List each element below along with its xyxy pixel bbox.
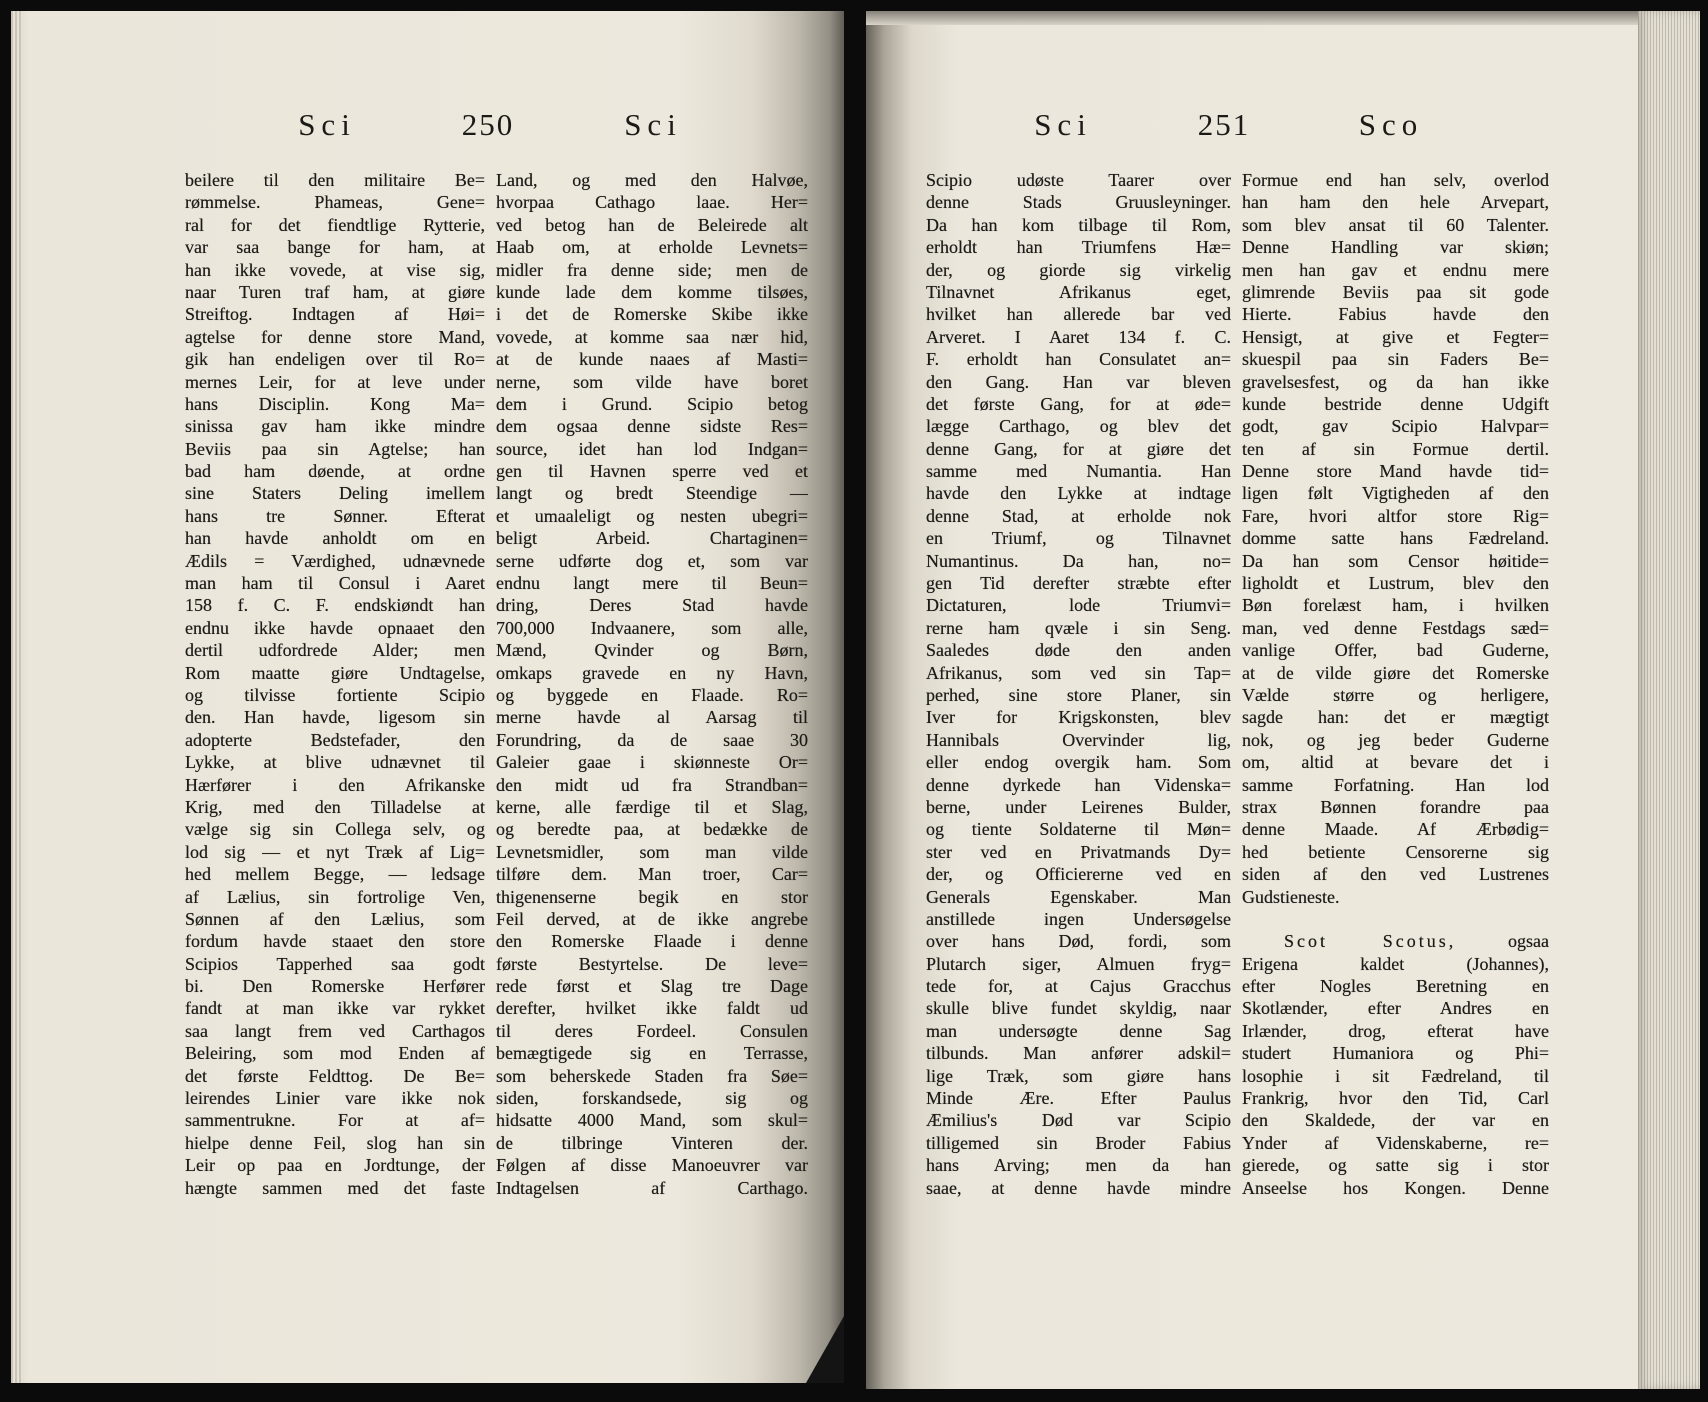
left-page xyxy=(11,11,844,1383)
text-line: rede først et Slag tre Dage xyxy=(496,976,808,997)
text-line: og beredte paa, at bedække de xyxy=(496,819,808,840)
text-line: at de kunde naaes af Masti= xyxy=(496,349,808,370)
text-line: ral for det fiendtlige Rytterie, xyxy=(185,214,485,235)
text-line: omkaps gravede en ny Havn, xyxy=(496,662,808,683)
text-line: i det de Romerske Skibe ikke xyxy=(496,304,808,325)
text-line: Haab om, at erholde Levnets= xyxy=(496,237,808,258)
text-line: Æmilius's Død var Scipio xyxy=(926,1110,1231,1131)
text-line: dring, Deres Stad havde xyxy=(496,595,808,616)
text-line: havde den Lykke at indtage xyxy=(926,483,1231,504)
text-column-left xyxy=(185,169,485,1199)
text-line: den Gang. Han var bleven xyxy=(926,371,1231,392)
text-line: sagde han: det er mægtigt xyxy=(1242,707,1549,728)
running-head-right: Sco xyxy=(1358,107,1424,142)
text-line: Sønnen af den Lælius, som xyxy=(185,908,485,929)
text-line: merne havde al Aarsag til xyxy=(496,707,808,728)
text-line: og tilvisse fortiente Scipio xyxy=(185,684,485,705)
text-line: Fare, hvori altfor store Rig= xyxy=(1242,505,1549,526)
text-line: Leir op paa en Jordtunge, der xyxy=(185,1155,485,1176)
text-line: siden, forskandsede, sig og xyxy=(496,1088,808,1109)
text-line: der, og giorde sig virkelig xyxy=(926,259,1231,280)
text-line: gen til Havnen sperre ved et xyxy=(496,461,808,482)
text-line: glimrende Beviis paa sit gode xyxy=(1242,281,1549,302)
text-line: Tilnavnet Afrikanus eget, xyxy=(926,281,1231,302)
text-line: sine Staters Deling imellem xyxy=(185,483,485,504)
text-line: Galeier gaae i skiønneste Or= xyxy=(496,752,808,773)
text-line: bad ham døende, at ordne xyxy=(185,461,485,482)
text-line: Numantinus. Da han, no= xyxy=(926,550,1231,571)
text-line: vanlige Offer, bad Guderne, xyxy=(1242,640,1549,661)
text-line: saa langt frem ved Carthagos xyxy=(185,1020,485,1041)
text-line: F. erholdt han Consulatet an= xyxy=(926,349,1231,370)
text-line: Da han kom tilbage til Rom, xyxy=(926,214,1231,235)
text-line: hvorpaa Cathago laae. Her= xyxy=(496,192,808,213)
text-line: han ham den hele Arvepart, xyxy=(1242,192,1549,213)
text-line: perhed, sine store Planer, sin xyxy=(926,684,1231,705)
entry-headword: Scot Scotus, xyxy=(1284,931,1457,952)
running-head-left: Sci xyxy=(298,107,356,142)
text-line: losophie i sit Fædreland, til xyxy=(1242,1065,1549,1086)
text-line: Dictaturen, lode Triumvi= xyxy=(926,595,1231,616)
text-line xyxy=(1242,930,1549,952)
text-line: den Skaldede, der var en xyxy=(1242,1110,1549,1131)
text-line: ten af sin Formue dertil. xyxy=(1242,438,1549,459)
text-line: hed betiente Censorerne sig xyxy=(1242,841,1549,862)
text-line: denne Stad, at erholde nok xyxy=(926,505,1231,526)
text-line: mernes Leir, for at leve under xyxy=(185,371,485,392)
text-line: ved betog han de Beleirede alt xyxy=(496,214,808,235)
text-line: Denne Handling var skiøn; xyxy=(1242,237,1549,258)
paragraph xyxy=(496,169,808,1199)
text-line: man undersøgte denne Sag xyxy=(926,1020,1231,1041)
text-line: lige Træk, som giøre hans xyxy=(926,1065,1231,1086)
spine-shadow xyxy=(806,1316,844,1383)
text-line: Erigena kaldet (Johannes), xyxy=(1242,953,1549,974)
text-line: dem ogsaa denne sidste Res= xyxy=(496,416,808,437)
text-line: nerne, som vilde have boret xyxy=(496,371,808,392)
text-line: domme satte hans Fædreland. xyxy=(1242,528,1549,549)
text-line: langt og bredt Steendige — xyxy=(496,483,808,504)
text-line: erholdt han Triumfens Hæ= xyxy=(926,237,1231,258)
text-line: som blev ansat til 60 Talenter. xyxy=(1242,214,1549,235)
text-line: den midt ud fra Strandban= xyxy=(496,774,808,795)
text-line: Afrikanus, som ved sin Tap= xyxy=(926,662,1231,683)
text-line: dertil udfordrede Alder; men xyxy=(185,640,485,661)
text-line: Hensigt, at give et Fegter= xyxy=(1242,326,1549,347)
text-line: rømmelse. Phameas, Gene= xyxy=(185,192,485,213)
text-line: sammentrukne. For at af= xyxy=(185,1110,485,1131)
text-line: Frankrig, hvor den Tid, Carl xyxy=(1242,1088,1549,1109)
text-line: strax Bønnen forandre paa xyxy=(1242,796,1549,817)
text-column-right xyxy=(496,169,808,1199)
text-line: tede for, at Cajus Gracchus xyxy=(926,976,1231,997)
paragraph xyxy=(185,169,485,1199)
text-line: Anseelse hos Kongen. Denne xyxy=(1242,1177,1549,1198)
text-line: hed mellem Begge, — ledsage xyxy=(185,864,485,885)
text-line: 700,000 Indvaanere, som alle, xyxy=(496,617,808,638)
text-line: hans tre Sønner. Efterat xyxy=(185,505,485,526)
text-line: fordum havde staaet den store xyxy=(185,931,485,952)
text-line: anstillede ingen Undersøgelse xyxy=(926,908,1231,929)
text-line: den Romerske Flaade i denne xyxy=(496,931,808,952)
text-line: Feil derved, at de ikke angrebe xyxy=(496,908,808,929)
text-line: hængte sammen med det faste xyxy=(185,1177,485,1198)
text-line: Denne store Mand havde tid= xyxy=(1242,461,1549,482)
text-line: dem i Grund. Scipio betog xyxy=(496,393,808,414)
page-top-edge xyxy=(866,11,1700,25)
text-line-rest: ogsaa xyxy=(1508,931,1549,952)
text-line: tilbunds. Man anfører adskil= xyxy=(926,1043,1231,1064)
text-line: Ædils = Værdighed, udnævnede xyxy=(185,550,485,571)
text-line: Streiftog. Indtagen af Høi= xyxy=(185,304,485,325)
text-line: Land, og med den Halvøe, xyxy=(496,170,808,190)
text-line: var saa bange for ham, at xyxy=(185,237,485,258)
text-line: at de vilde giøre det Romerske xyxy=(1242,662,1549,683)
text-line: kerne, alle færdige til et Slag, xyxy=(496,796,808,817)
text-line: serne udførte dog et, som var xyxy=(496,550,808,571)
paragraph xyxy=(1242,930,1549,1199)
text-line: Ynder af Videnskaberne, re= xyxy=(1242,1132,1549,1153)
text-line: Hærfører i den Afrikanske xyxy=(185,774,485,795)
text-line: bemægtigede sig en Terrasse, xyxy=(496,1043,808,1064)
text-line: en Triumf, og Tilnavnet xyxy=(926,528,1231,549)
text-line: om, altid at bevare det i xyxy=(1242,752,1549,773)
text-line: Scipios Tapperhed saa godt xyxy=(185,953,485,974)
text-line: efter Nogles Beretning en xyxy=(1242,976,1549,997)
text-line: man, ved denne Festdags sæd= xyxy=(1242,617,1549,638)
text-line: vovede, at komme saa nær hid, xyxy=(496,326,808,347)
text-line: skulle blive fundet skyldig, naar xyxy=(926,998,1231,1019)
running-head-left: Sci xyxy=(1034,107,1092,142)
text-line: samme Forfatning. Han lod xyxy=(1242,774,1549,795)
text-line: gravelsesfest, og da han ikke xyxy=(1242,371,1549,392)
text-line: og byggede en Flaade. Ro= xyxy=(496,684,808,705)
text-line: Krig, med den Tilladelse at xyxy=(185,796,485,817)
text-line: beilere til den militaire Be= xyxy=(185,170,485,190)
text-line: siden af den ved Lustrenes xyxy=(1242,864,1549,885)
text-line: Gudstieneste. xyxy=(1242,886,1340,907)
text-line: lod sig — et nyt Træk af Lig= xyxy=(185,841,485,862)
text-line: man ham til Consul i Aaret xyxy=(185,573,485,594)
text-line: skuespil paa sin Faders Be= xyxy=(1242,349,1549,370)
text-line: saae, at denne havde mindre xyxy=(926,1177,1231,1198)
text-line: Levnetsmidler, som man vilde xyxy=(496,841,808,862)
text-line: over hans Død, fordi, som xyxy=(926,931,1231,952)
page-stack-edges xyxy=(11,11,23,1383)
text-line: gen Tid derefter stræbte efter xyxy=(926,573,1231,594)
text-line: Hierte. Fabius havde den xyxy=(1242,304,1549,325)
running-head-right: Sci xyxy=(624,107,682,142)
paragraph xyxy=(1242,169,1549,908)
text-column-right xyxy=(1242,169,1549,1199)
text-line: tilføre dem. Man troer, Car= xyxy=(496,864,808,885)
text-line: gierede, og satte sig i stor xyxy=(1242,1155,1549,1176)
text-line: eller endog overgik ham. Som xyxy=(926,752,1231,773)
text-line: Da han som Censor høitide= xyxy=(1242,550,1549,571)
text-line: til deres Fordeel. Consulen xyxy=(496,1020,808,1041)
text-line: samme med Numantia. Han xyxy=(926,461,1231,482)
text-line: nok, og jeg beder Guderne xyxy=(1242,729,1549,750)
text-line: de tilbringe Vinteren der. xyxy=(496,1132,808,1153)
text-line: Iver for Krigskonsten, blev xyxy=(926,707,1231,728)
text-line: den. Han havde, ligesom sin xyxy=(185,707,485,728)
text-line: Vælde større og herligere, xyxy=(1242,684,1549,705)
text-line: hidsatte 4000 Mand, som skul= xyxy=(496,1110,808,1131)
text-line: midler fra denne side; men de xyxy=(496,259,808,280)
text-line: thigenenserne begik en stor xyxy=(496,886,808,907)
text-line: fandt at man ikke var rykket xyxy=(185,998,485,1019)
text-line: tilligemed sin Broder Fabius xyxy=(926,1132,1231,1153)
text-line: ligen følt Vigtigheden af den xyxy=(1242,483,1549,504)
text-column-left xyxy=(926,169,1231,1199)
text-line: derefter, hvilket ikke faldt ud xyxy=(496,998,808,1019)
text-line: hans Arving; men da han xyxy=(926,1155,1231,1176)
text-line: agtelse for denne store Mand, xyxy=(185,326,485,347)
text-line: Indtagelsen af Carthago. xyxy=(496,1177,808,1198)
text-line: kunde lade dem komme tilsøes, xyxy=(496,281,808,302)
text-line: sinissa gav ham ikke mindre xyxy=(185,416,485,437)
text-line: godt, gav Scipio Halvpar= xyxy=(1242,416,1549,437)
text-line: kunde bestride denne Udgift xyxy=(1242,393,1549,414)
text-line: og tiente Soldaterne til Møn= xyxy=(926,819,1231,840)
text-line: denne Stads Gruusleyninger. xyxy=(926,192,1231,213)
text-line: Plutarch siger, Almuen fryg= xyxy=(926,953,1231,974)
text-line: et umaaleligt og nesten ubegri= xyxy=(496,505,808,526)
page-number: 251 xyxy=(1197,107,1251,142)
text-line: hvilket han allerede bar ved xyxy=(926,304,1231,325)
text-line: vælge sig sin Collega selv, og xyxy=(185,819,485,840)
text-line: denne dyrkede han Videnska= xyxy=(926,774,1231,795)
text-line: denne Maade. Af Ærbødig= xyxy=(1242,819,1549,840)
text-line: lægge Carthago, og blev det xyxy=(926,416,1231,437)
text-line: hielpe denne Feil, slog han sin xyxy=(185,1132,485,1153)
text-line: Minde Ære. Efter Paulus xyxy=(926,1088,1231,1109)
text-line: af Lælius, sin fortrolige Ven, xyxy=(185,886,485,907)
text-line: det første Feldttog. De Be= xyxy=(185,1065,485,1086)
text-line: bi. Den Romerske Herfører xyxy=(185,976,485,997)
text-line: berne, under Leirenes Bulder, xyxy=(926,796,1231,817)
text-line: rerne ham qvæle i sin Seng. xyxy=(926,617,1231,638)
text-line: Beleiring, som mod Enden af xyxy=(185,1043,485,1064)
paragraph xyxy=(926,169,1231,1199)
text-line: han ikke vovede, at vise sig, xyxy=(185,259,485,280)
text-line: beligt Arbeid. Chartaginen= xyxy=(496,528,808,549)
right-page xyxy=(866,11,1700,1389)
text-line: Scipio udøste Taarer over xyxy=(926,170,1231,190)
page-number: 250 xyxy=(461,107,515,142)
text-line: han havde anholdt om en xyxy=(185,528,485,549)
text-line: Arveret. I Aaret 134 f. C. xyxy=(926,326,1231,347)
text-line: Rom maatte giøre Undtagelse, xyxy=(185,662,485,683)
text-line: første Bestyrtelse. De leve= xyxy=(496,953,808,974)
text-line: Mænd, Qvinder og Børn, xyxy=(496,640,808,661)
text-line: Lykke, at blive udnævnet til xyxy=(185,752,485,773)
text-line: studert Humaniora og Phi= xyxy=(1242,1043,1549,1064)
page-stack-edges xyxy=(1638,11,1700,1389)
text-line: Saaledes døde den anden xyxy=(926,640,1231,661)
text-line: endnu langt mere til Beun= xyxy=(496,573,808,594)
text-line: som beherskede Staden fra Søe= xyxy=(496,1065,808,1086)
text-line: hans Disciplin. Kong Ma= xyxy=(185,393,485,414)
text-line: det første Gang, for at øde= xyxy=(926,393,1231,414)
text-line: endnu ikke havde opnaaet den xyxy=(185,617,485,638)
text-line: Forundring, da de saae 30 xyxy=(496,729,808,750)
text-line: denne Gang, for at giøre det xyxy=(926,438,1231,459)
text-line: Hannibals Overvinder lig, xyxy=(926,729,1231,750)
text-line: Irlænder, drog, efterat have xyxy=(1242,1020,1549,1041)
text-line: adopterte Bedstefader, den xyxy=(185,729,485,750)
text-line: Følgen af disse Manoeuvrer var xyxy=(496,1155,808,1176)
text-line: men han gav et endnu mere xyxy=(1242,259,1549,280)
text-line: Beviis paa sin Agtelse; han xyxy=(185,438,485,459)
text-line: gik han endeligen over til Ro= xyxy=(185,349,485,370)
text-line: Formue end han selv, overlod xyxy=(1242,170,1549,190)
text-line: ster ved en Privatmands Dy= xyxy=(926,841,1231,862)
text-line: source, idet han lod Indgan= xyxy=(496,438,808,459)
text-line: 158 f. C. F. endskiøndt han xyxy=(185,595,485,616)
text-line: Generals Egenskaber. Man xyxy=(926,886,1231,907)
text-line: Skotlænder, efter Andres en xyxy=(1242,998,1549,1019)
text-line: Bøn forelæst ham, i hvilken xyxy=(1242,595,1549,616)
text-line: ligholdt et Lustrum, blev den xyxy=(1242,573,1549,594)
text-line: der, og Officiererne ved en xyxy=(926,864,1231,885)
text-line: leirendes Linier vare ikke nok xyxy=(185,1088,485,1109)
text-line: naar Turen traf ham, at giøre xyxy=(185,281,485,302)
